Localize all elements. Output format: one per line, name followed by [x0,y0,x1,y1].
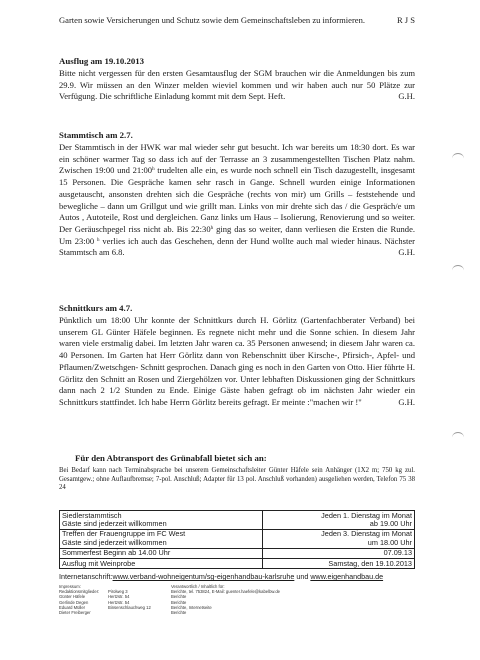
eigenhandbau-link[interactable]: www.eigenhandbau.de [310,572,384,581]
event-schedule-line: 07.09.13 [383,548,412,558]
event-row [60,559,415,569]
heading-abtransport: Für den Abtransport des Grünabfall bietet sich an: [75,453,267,463]
intro-paragraph [59,15,415,27]
stammtisch-signature: G.H. [398,247,415,258]
events-table [59,510,415,569]
stammtisch-text-3: ging das so weiter, dann verliesen die Ersten die Runde. Um 23:00 [59,223,415,246]
impressum-line: Verantwortlich / Inhaltlich für: [171,584,225,589]
ausflug-signature: G.H. [398,91,415,102]
margin-mark [452,153,464,164]
impressum-line: Dieter Freiberger [59,610,91,616]
schnittkurs-paragraph [59,315,415,409]
impressum-line: Impressum: [59,584,81,589]
ausflug-paragraph [59,68,415,103]
event-description-line: Treffen der Frauengruppe im FC West [62,529,186,539]
event-description-line: Gäste sind jederzeit willkommen [62,537,167,547]
stammtisch-paragraph [59,142,415,259]
ausflug-text: Bitte nicht vergessen für den ersten Gesamtausflug der SGM brauchen wir die Anmeldungen bis zum 29.9. Wir müssen an den Winzer melden wieviel kommen und wir haben auch nur 50 Plätze zur Verfügung. Die schriftliche Einladung kommt mit dem Sept. Heft. [59,68,415,102]
event-row [60,548,415,558]
event-description-line: Siedlerstammtisch [62,510,122,520]
impressum-line: Berichte, tel. 753824, E-Mail: guenter.haefele@kabelbw.de [171,589,281,595]
event-schedule [263,548,415,558]
impressum-line: Redaktionsmitglieder: [59,589,100,595]
impressum-line: Berichte [171,610,187,616]
margin-mark [452,265,464,276]
impressum-line: Berichte [171,594,187,600]
event-schedule [263,511,415,530]
event-row [60,511,415,530]
impressum-addresses [108,589,160,610]
event-schedule-line: um 18.00 Uhr [367,537,412,547]
event-schedule-line: ab 19.00 Uhr [369,518,412,528]
internet-label: Internetanschrift: [59,572,113,581]
event-schedule-line: Jeden 3. Dienstag im Monat [321,529,412,539]
event-description-line: Gäste sind jederzeit willkommen [62,518,167,528]
stammtisch-text-4: verlies ich auch das Geschehen, denn der Hund wollte auch mal wieder hinaus. Nächster Stammtsch am 6.8. [59,235,415,258]
abtransport-paragraph [59,467,415,493]
impressum-line: Pirolweg 3 [108,589,128,595]
abtransport-text: Bei Bedarf kann nach Terminabsprache bei unserem Gemeinschaftsleiter Günter Häfele sein Anhänger (1X2 m; 750 kg zul. Gesamtgew.; ohne Auflaufbremse; 7-pol. Anschluß; Adapter für 13 pol. Anschluß vorhanden) ausgeliehen werden, Telefon 75 38 24 [59,467,415,492]
event-description [60,511,263,530]
event-schedule [263,559,415,569]
impressum-line: Günter Häfele [59,594,86,600]
impressum-responsibilities [171,584,311,615]
event-description-line: Ausflug mit Weinprobe [62,558,136,568]
stammtisch-sup-3: h [97,237,100,243]
event-schedule-line: Samstag, den 19.10.2013 [328,558,412,568]
impressum-line: Berichte [171,599,187,605]
stammtisch-sup-1: h [152,167,155,173]
stammtisch-sup-2: h [210,225,214,231]
event-schedule [263,529,415,548]
impressum-line: Eduard Müller [59,604,86,610]
event-description [60,529,263,548]
impressum-members [59,584,109,615]
schnittkurs-text: Pünktlich um 18:00 Uhr konnte der Schnittkurs durch H. Görlitz (Gartenfachberater Verband) bei unserem GL Günter Häfele beginnen. Es regnete nicht mehr und die Sonne schien. In diesem Jahr waren viele erstmalig dabei. Im letzten Jahr waren ca. 35 Personen anwesend; in diesem Jahr waren ca. 40 Personen. Im Garten hat Herr Görlitz dann von Rebenschnitt über Kirsche-, Pfirsich-, Apfel- und Pflaumen/Zwetschgen- Schnitt gesprochen. Danach ging es noch in den Garten von Otto. Hier führte H. Görlitz den Schnitt an Rosen und Ziergehölzen vor. Unter lebhaften Diskussionen ging der Schnittkurs dann nach 2 1/2 Stunden zu Ende. Einige Gäste haben gefragt ob im nächsten Jahr wieder ein Schnittkurs stattfindet. Ich habe Herrn Görlitz bereits gefragt. Er meinte :"machen wir !" [59,315,415,407]
internet-separator: und [294,572,311,581]
event-description [60,559,263,569]
impressum-line: Hertzstr. 54 [108,594,130,600]
internet-line [59,572,419,581]
heading-ausflug: Ausflug am 19.10.2013 [59,56,145,66]
impressum-line: Berichte, Internetseite [171,604,212,610]
schnittkurs-signature: G.H. [398,396,415,407]
stammtisch-text-1: Der Stammtisch in der HWK war mal wieder sehr gut besucht. Ich war bereits um 18:30 dort. Es war ein schöner warmer Tag so dass ich auf der Terrasse an 3 zusammengestellten Tischen Platz nahm. Zwischen 19:00 und 21:00 [59,142,415,176]
event-row [60,529,415,548]
margin-mark [452,432,464,443]
stammtisch-text-2: trudelten alle ein, es wurde noch schnell ein Tisch dazugestellt, insgesamt 15 Personen. Die Gespräche kamen sehr rasch in Gange. Schnell wurden einige Informationen ausgetauscht, ansonsten drehten sich die Gespräche (rechts von mir) um Grills – feststehende und bewegliche – dann um Grillgut und wie grillt man. Links von mir drehte sich das / die Gespräch/e um Autos , Autoteile, Rost und dergleichen. Ganz links um Haus – Isolierung, Renovierung und so weiter. Der Geräuschpegel riss nicht ab. Bis 22:30 [59,165,415,234]
intro-signature: R J S [396,15,415,25]
event-schedule-line: Jeden 1. Dienstag im Monat [321,510,412,520]
intro-text: Garten sowie Versicherungen und Schutz sowie dem Gemeinschaftsleben zu informieren. [59,15,366,25]
verband-link[interactable]: www.verband-wohneigentum/sg-eigenhandbau-karlsruhe [112,572,295,581]
event-description-line: Sommerfest Beginn ab 14.00 Uhr [62,548,171,558]
impressum-line: Binsenschlauchweg 12 [108,604,151,610]
impressum-line: Gerlinde Degen [59,599,89,605]
event-description [60,548,263,558]
impressum-line: Hertzstr. 54 [108,599,130,605]
heading-schnittkurs: Schnittkurs am 4.7. [59,303,133,313]
heading-stammtisch: Stammtisch am 2.7. [59,130,133,140]
